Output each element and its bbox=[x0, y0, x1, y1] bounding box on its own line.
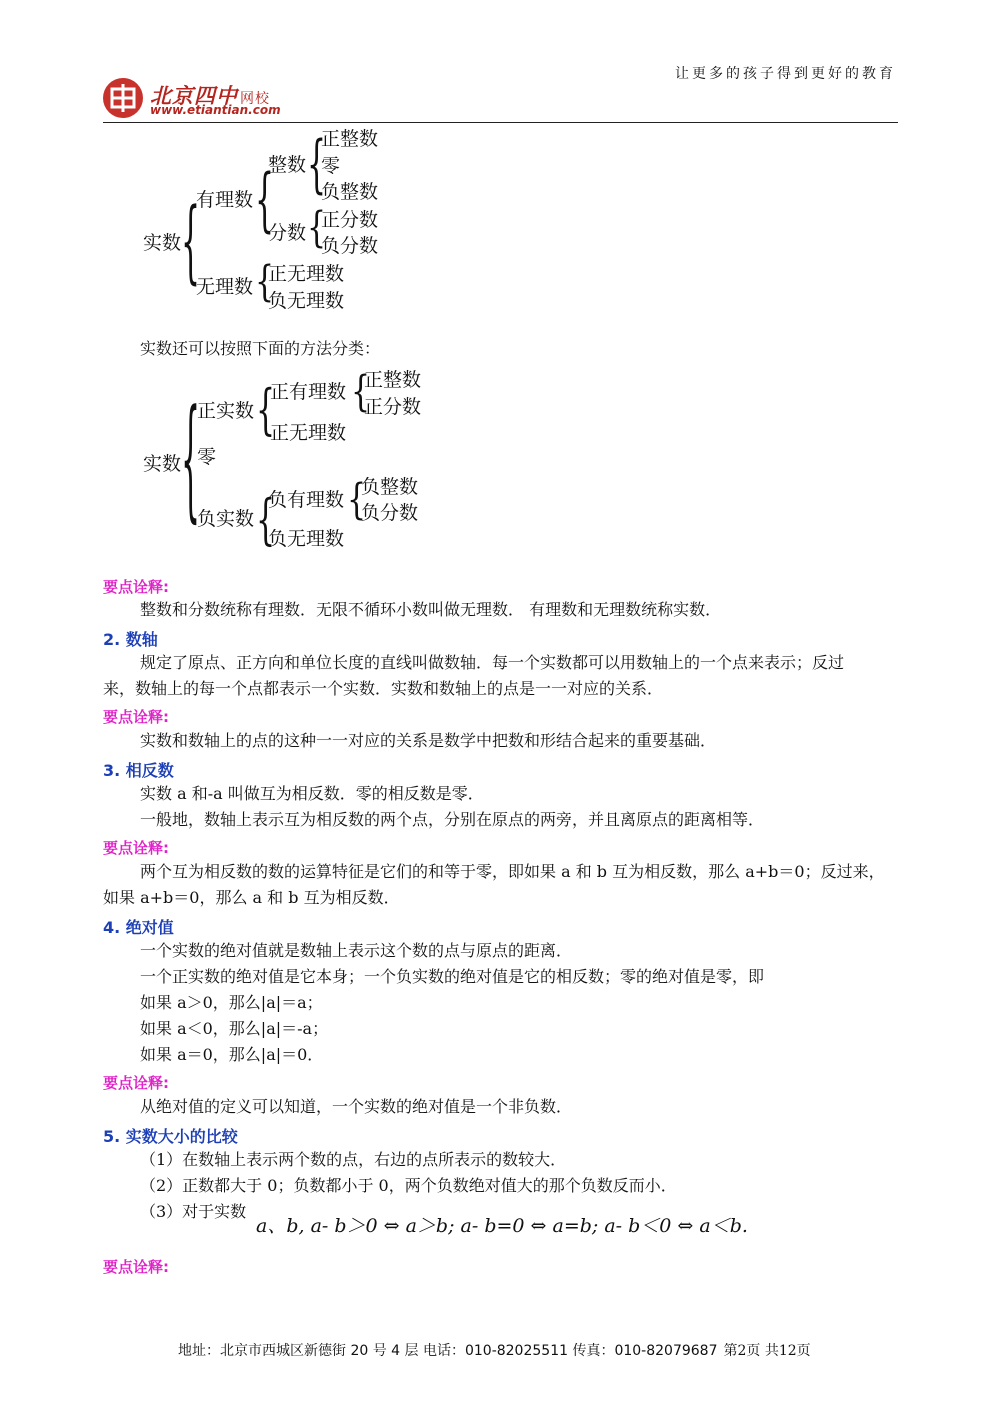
tree1-rational: 有理数 bbox=[196, 189, 254, 211]
section-2-title: 2. 数轴 bbox=[103, 630, 158, 649]
tree1-neg-irr: 负无理数 bbox=[268, 290, 345, 312]
key-point-label: 要点诠释: bbox=[103, 708, 169, 726]
key-point-label: 要点诠释: bbox=[103, 1258, 169, 1276]
tree1-neg-int: 负整数 bbox=[321, 181, 379, 203]
sec5-item1: （1）在数轴上表示两个数的点，右边的点所表示的数较大． bbox=[140, 1150, 567, 1169]
brace: { bbox=[256, 489, 276, 553]
sec5-item3-formula: a、b, a- b＞0 ⇔ a＞b; a- b=0 ⇔ a=b; a- b＜0 ⇔ a＜b. bbox=[256, 1215, 748, 1237]
note-1: 整数和分数统称有理数．无限不循环小数叫做无理数． 有理数和无理数统称实数． bbox=[140, 600, 722, 619]
tree1-irrational: 无理数 bbox=[196, 276, 254, 298]
sec4-case1: 如果 a＞0，那么|a|＝a； bbox=[140, 993, 323, 1012]
sec3-line1: 实数 a 和-a 叫做互为相反数．零的相反数是零． bbox=[140, 784, 484, 803]
sec3-line2: 一般地，数轴上表示互为相反数的两个点，分别在原点的两旁，并且离原点的距离相等． bbox=[140, 810, 765, 829]
header-divider bbox=[103, 122, 898, 123]
header-slogan: 让更多的孩子得到更好的教育 bbox=[675, 66, 896, 82]
tree1-neg-frac: 负分数 bbox=[321, 235, 379, 257]
brace: { bbox=[255, 257, 275, 307]
sec4-case3: 如果 a＝0，那么|a|＝0． bbox=[140, 1045, 324, 1064]
sec4-line1: 一个实数的绝对值就是数轴上表示这个数的点与原点的距离． bbox=[140, 941, 573, 960]
sec2-note: 实数和数轴上的点的这种一一对应的关系是数学中把数和形结合起来的重要基础． bbox=[140, 731, 717, 750]
brace: { bbox=[307, 203, 327, 253]
tree2-intro: 实数还可以按照下面的方法分类： bbox=[140, 339, 381, 358]
sec3-note2: 如果 a+b＝0，那么 a 和 b 互为相反数． bbox=[103, 888, 400, 907]
sec4-line2: 一个正实数的绝对值是它本身；一个负实数的绝对值是它的相反数；零的绝对值是零，即 bbox=[140, 967, 765, 986]
tree1-pos-int: 正整数 bbox=[321, 128, 379, 150]
brace: { bbox=[181, 384, 201, 539]
tree2-neg-int: 负整数 bbox=[361, 476, 419, 498]
footer bbox=[178, 1340, 811, 1360]
brace: { bbox=[255, 161, 275, 242]
brace: { bbox=[256, 379, 276, 443]
section-3-title: 3. 相反数 bbox=[103, 761, 174, 780]
footer-address: 地址：北京市西城区新德街 20 号 4 层 电话：010-82025511 传真：010-82079687 bbox=[178, 1343, 718, 1359]
sec3-note1: 两个互为相反数的数的运算特征是它们的和等于零，即如果 a 和 b 互为相反数，那么 a+b＝0；反过来， bbox=[140, 862, 885, 881]
tree2-pos-frac: 正分数 bbox=[364, 396, 422, 418]
tree2-pos-int: 正整数 bbox=[364, 369, 422, 391]
tree2-neg-frac: 负分数 bbox=[361, 502, 419, 524]
tree2-pos-rational: 正有理数 bbox=[270, 381, 347, 403]
sec4-note: 从绝对值的定义可以知道，一个实数的绝对值是一个非负数． bbox=[140, 1097, 573, 1116]
tree2-neg-rational: 负有理数 bbox=[268, 489, 345, 511]
logo-url: www.etiantian.com bbox=[150, 103, 281, 117]
sec2-line1: 规定了原点、正方向和单位长度的直线叫做数轴．每一个实数都可以用数轴上的一个点来表示；反过 bbox=[140, 653, 845, 672]
key-point-label: 要点诠释: bbox=[103, 1074, 169, 1092]
sec5-item2: （2）正数都大于 0；负数都小于 0，两个负数绝对值大的那个负数反而小． bbox=[140, 1176, 677, 1195]
tree2-zero: 零 bbox=[197, 446, 217, 468]
tree1-fraction: 分数 bbox=[268, 222, 307, 244]
page-number: 第2页 共12页 bbox=[723, 1343, 811, 1359]
tree2-neg-real: 负实数 bbox=[197, 508, 255, 530]
tree2-pos-real: 正实数 bbox=[197, 400, 255, 422]
sec2-line2: 来，数轴上的每一个点都表示一个实数．实数和数轴上的点是一一对应的关系． bbox=[103, 679, 664, 698]
key-point-label: 要点诠释: bbox=[103, 578, 169, 596]
logo-emblem-icon bbox=[103, 78, 143, 118]
key-point-label: 要点诠释: bbox=[103, 839, 169, 857]
tree2-root: 实数 bbox=[143, 453, 182, 475]
brace: { bbox=[351, 367, 371, 417]
logo-title: 北京四中 网校 bbox=[150, 84, 270, 108]
tree2-neg-irr: 负无理数 bbox=[268, 528, 345, 550]
tree1-pos-irr: 正无理数 bbox=[268, 263, 345, 285]
tree2-pos-irr: 正无理数 bbox=[270, 422, 347, 444]
tree1-pos-frac: 正分数 bbox=[321, 209, 379, 231]
brace: { bbox=[181, 191, 201, 296]
brace: { bbox=[307, 128, 327, 203]
tree1-integer: 整数 bbox=[268, 154, 307, 176]
sec4-case2: 如果 a＜0，那么|a|＝-a； bbox=[140, 1019, 329, 1038]
brace: { bbox=[347, 475, 367, 525]
section-4-title: 4. 绝对值 bbox=[103, 918, 174, 937]
tree1-root: 实数 bbox=[143, 232, 182, 254]
section-5-title: 5. 实数大小的比较 bbox=[103, 1127, 238, 1146]
sec5-item3-prefix: （3）对于实数 bbox=[140, 1202, 247, 1221]
tree1-zero: 零 bbox=[321, 155, 341, 177]
